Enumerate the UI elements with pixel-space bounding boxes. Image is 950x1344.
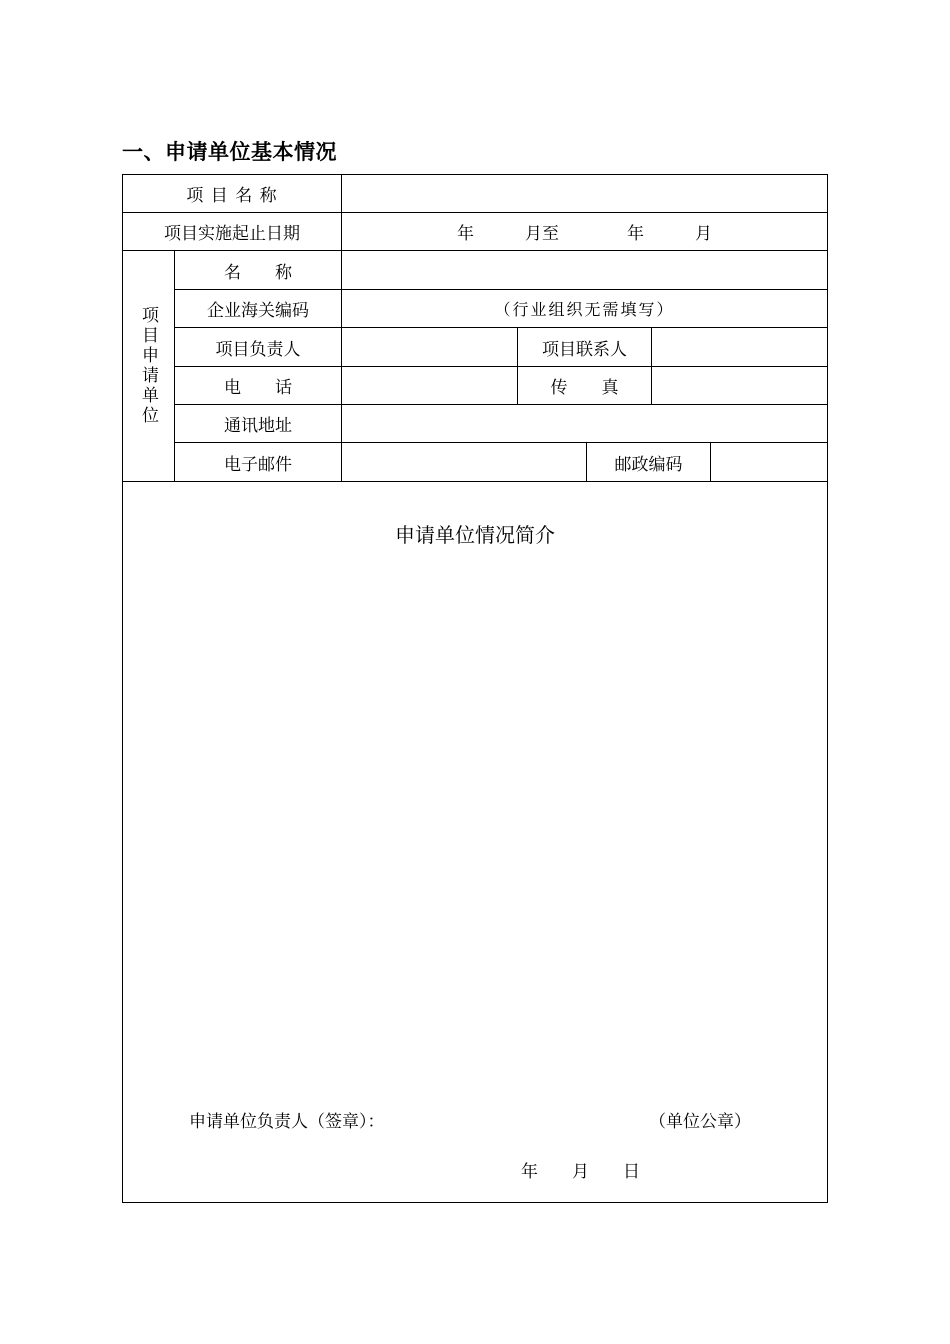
name-label: 名 称 [224, 262, 292, 283]
name-field[interactable] [342, 251, 827, 289]
email-field[interactable] [342, 443, 586, 481]
signatory-label: 申请单位负责人（签章）： [189, 1112, 385, 1132]
period-field[interactable]: 年 月至 年 月 [457, 224, 712, 244]
email-label: 电子邮件 [224, 454, 292, 475]
applicant-group-text: 项目申请单位 [138, 306, 158, 426]
phone-label: 电 话 [224, 378, 292, 398]
customs-code-field[interactable]: （行业组织无需填写） [494, 300, 675, 319]
address-field[interactable] [342, 405, 827, 442]
postcode-field[interactable] [711, 443, 827, 481]
section-heading: 一、申请单位基本情况 [122, 140, 337, 164]
fax-field[interactable] [652, 367, 827, 404]
signature-date: 年 月 日 [521, 1162, 640, 1182]
intro-text-area[interactable] [143, 565, 807, 1085]
project-name-label: 项 目 名 称 [186, 186, 278, 206]
phone-field[interactable] [342, 367, 517, 404]
project-name-field[interactable] [342, 175, 827, 212]
applicant-info-form [122, 174, 828, 1203]
leader-label: 项目负责人 [215, 339, 301, 360]
applicant-group-label [123, 251, 174, 481]
row-divider [123, 481, 827, 482]
period-label: 项目实施起止日期 [164, 224, 300, 244]
leader-field[interactable] [342, 328, 517, 366]
postcode-label: 邮政编码 [614, 454, 683, 475]
intro-title: 申请单位情况简介 [395, 523, 555, 547]
unit-seal-label: （单位公章） [649, 1112, 751, 1132]
contact-label: 项目联系人 [542, 339, 627, 360]
fax-label: 传 真 [550, 378, 619, 398]
customs-code-label: 企业海关编码 [207, 301, 309, 321]
address-label: 通讯地址 [224, 416, 292, 436]
contact-field[interactable] [652, 328, 827, 366]
